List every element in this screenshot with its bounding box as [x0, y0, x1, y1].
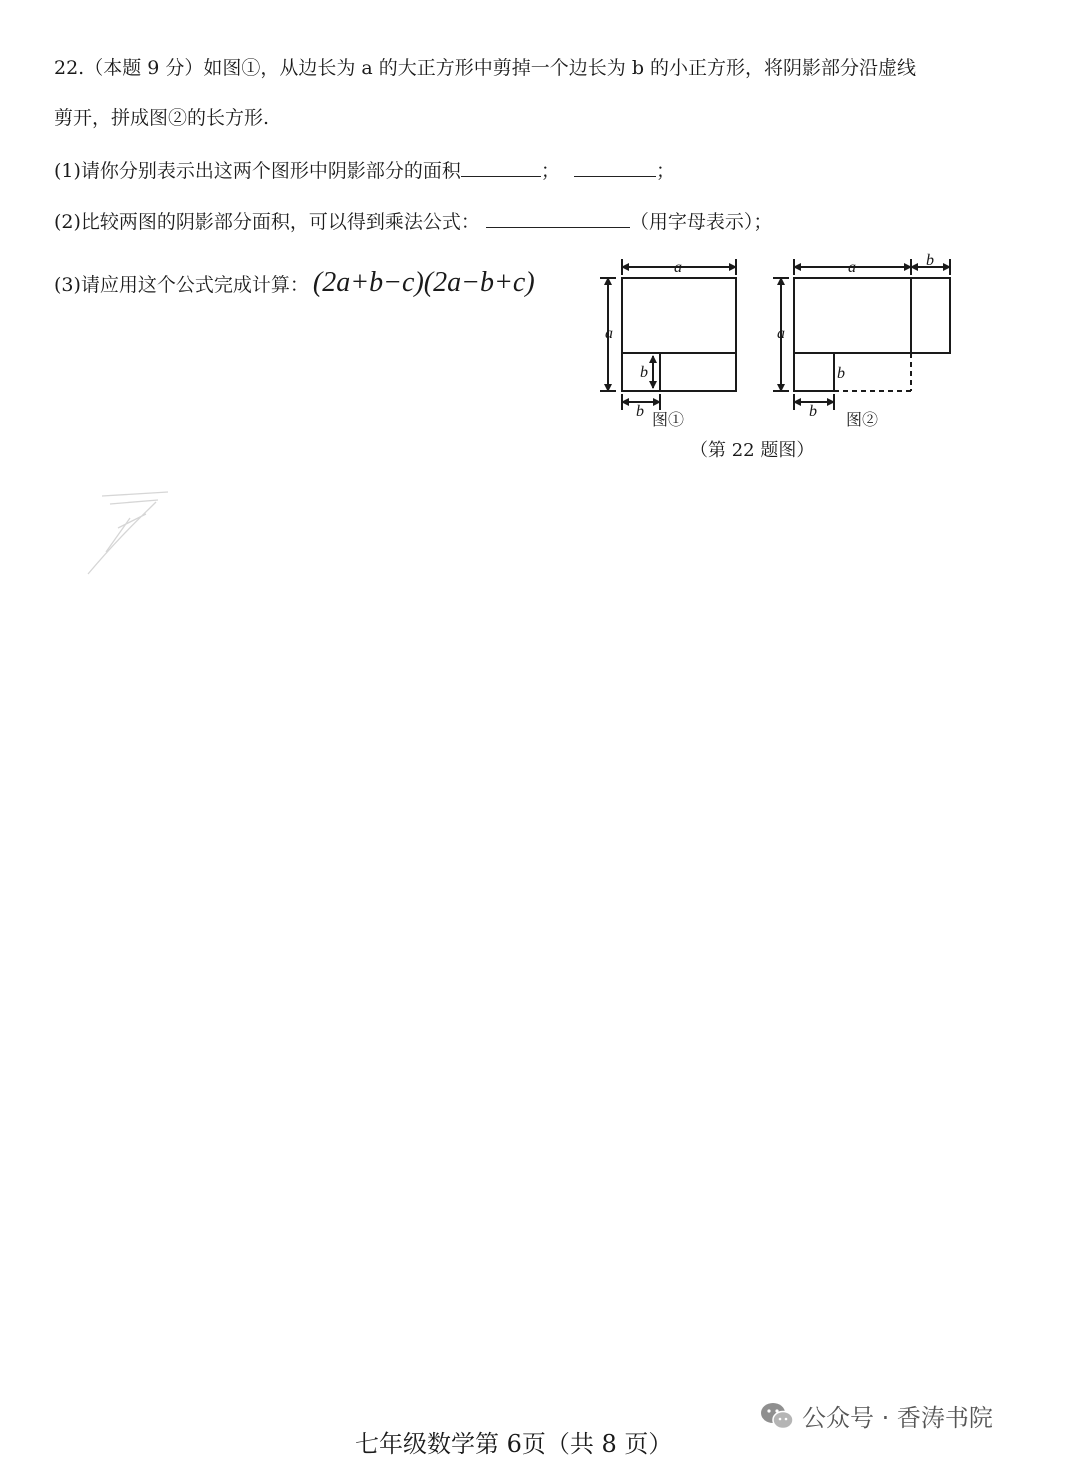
fig2-small-rect: [794, 353, 834, 391]
part-1-text: (1)请你分别表示出这两个图形中阴影部分的面积: [54, 160, 461, 182]
answer-blank-3[interactable]: [486, 209, 630, 228]
part-3-text: (3)请应用这个公式完成计算：: [54, 274, 309, 296]
page-footer: 七年级数学第 6页（共 8 页）: [355, 1430, 673, 1458]
fig2-name: 图②: [846, 410, 879, 429]
part-1: [54, 158, 675, 183]
part-1-separator: ；: [540, 160, 560, 182]
question-line-2: 剪开，拼成图②的长方形.: [54, 107, 270, 129]
fig2-label-b-bottom: b: [809, 403, 817, 420]
fig1-label-b-bottom: b: [636, 403, 644, 420]
fig2-label-b-inner: b: [837, 365, 845, 382]
fig2-label-a-top: a: [848, 259, 856, 276]
fig2-top-rect: [794, 278, 911, 353]
answer-blank-2[interactable]: [574, 158, 656, 177]
watermark-text: 公众号 · 香涛书院: [802, 1404, 993, 1432]
fig2-label-b-top: b: [926, 252, 934, 269]
answer-blank-1[interactable]: [461, 158, 541, 177]
question-line-1: 22.（本题 9 分）如图①，从边长为 a 的大正方形中剪掉一个边长为 b 的小正方形，将阴影部分沿虚线: [54, 57, 917, 79]
fig2-label-a-left: a: [777, 325, 785, 342]
part-3-expression: (2a+b−c)(2a−b+c): [312, 267, 535, 298]
wechat-icon: [760, 1401, 794, 1431]
part-2: [54, 209, 772, 234]
figure-2: [773, 259, 950, 410]
fig1-label-b-inner: b: [640, 364, 648, 381]
part-3: [54, 268, 535, 300]
part-1-end: ；: [655, 160, 675, 182]
fig1-label-a-top: a: [674, 259, 682, 276]
fig1-label-a-left: a: [605, 325, 613, 342]
pencil-scribble: [80, 488, 180, 588]
figure-1: [600, 259, 736, 410]
question-figure: [596, 250, 976, 430]
part-2-suffix: （用字母表示）；: [629, 211, 773, 233]
figure-caption: （第 22 题图）: [690, 440, 815, 461]
part-2-text: (2)比较两图的阴影部分面积，可以得到乘法公式：: [54, 211, 480, 233]
fig1-name: 图①: [652, 410, 685, 429]
fig2-right-rect: [911, 278, 950, 353]
watermark: [760, 1398, 993, 1433]
